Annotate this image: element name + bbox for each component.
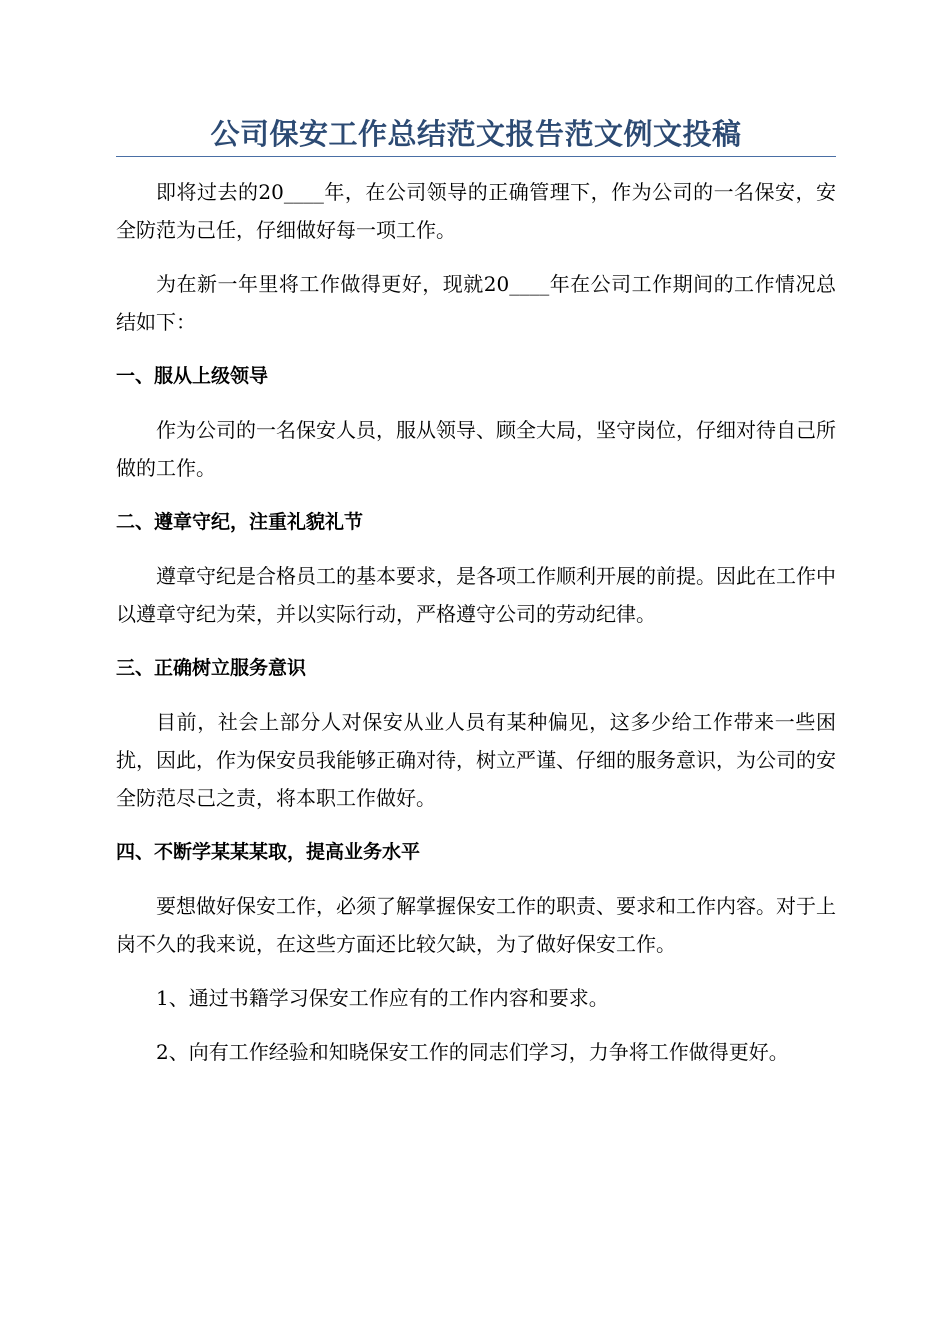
section-heading-1: 一、服从上级领导 xyxy=(116,365,269,387)
document-page xyxy=(116,112,836,1087)
section-4-paragraph: 要想做好保安工作，必须了解掌握保安工作的职责、要求和工作内容。对于上岗不久的我来说，在这些方面还比较欠缺，为了做好保安工作。 xyxy=(116,894,836,956)
section-heading-2: 二、遵章守纪，注重礼貌礼节 xyxy=(116,511,364,533)
section-2-paragraph: 遵章守纪是合格员工的基本要求，是各项工作顺利开展的前提。因此在工作中以遵章守纪为荣，并以实际行动，严格遵守公司的劳动纪律。 xyxy=(116,564,836,626)
section-1-paragraph: 作为公司的一名保安人员，服从领导、顾全大局，坚守岗位，仔细对待自己所做的工作。 xyxy=(116,418,836,480)
intro-paragraph-2: 为在新一年里将工作做得更好，现就20____年在公司工作期间的工作情况总结如下： xyxy=(116,272,836,334)
section-heading-3: 三、正确树立服务意识 xyxy=(116,657,307,679)
title-underline xyxy=(116,156,836,157)
document-title: 公司保安工作总结范文报告范文例文投稿 xyxy=(210,117,742,151)
intro-paragraph-1: 即将过去的20____年，在公司领导的正确管理下，作为公司的一名保安，安全防范为己任，仔细做好每一项工作。 xyxy=(116,180,836,242)
section-heading-4: 四、不断学某某某取，提高业务水平 xyxy=(116,841,421,863)
section-3-paragraph: 目前，社会上部分人对保安从业人员有某种偏见，这多少给工作带来一些困扰，因此，作为保安员我能够正确对待，树立严谨、仔细的服务意识，为公司的安全防范尽己之责，将本职工作做好。 xyxy=(116,710,836,810)
list-item-2: 2、向有工作经验和知晓保安工作的同志们学习，力争将工作做得更好。 xyxy=(156,1040,789,1064)
list-item-1: 1、通过书籍学习保安工作应有的工作内容和要求。 xyxy=(156,986,609,1010)
